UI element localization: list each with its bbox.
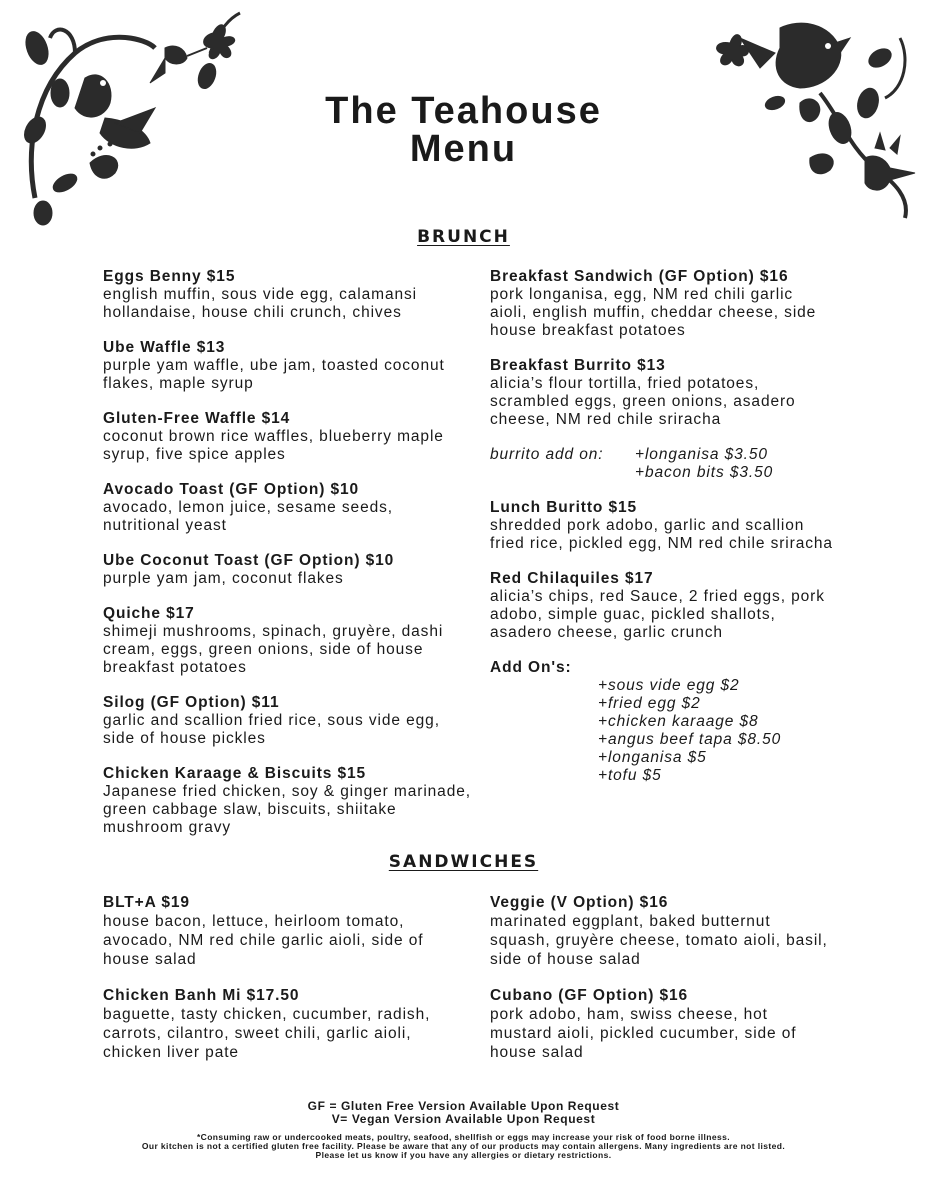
item-description: house bacon, lettuce, heirloom tomato, avocado, NM red chile garlic aioli, side of house salad [103, 913, 424, 968]
item-description: avocado, lemon juice, sesame seeds, nutritional yeast [103, 499, 393, 534]
disclaimer-line: *Consuming raw or undercooked meats, poultry, seafood, shellfish or eggs may increase your risk of food borne illness. [196, 1132, 731, 1142]
disclaimer-line: Our kitchen is not a certified gluten free facility. Please be aware that any of our products may contain allergens. Many ingredients are not listed. [141, 1141, 786, 1152]
title-line-1: The Teahouse [325, 90, 602, 132]
item-name: Chicken Banh Mi $17.50 [103, 987, 300, 1004]
item-name: Avocado Toast (GF Option) $10 [103, 481, 360, 498]
item-description: purple yam waffle, ube jam, toasted coconut flakes, maple syrup [103, 357, 445, 392]
item-name: Silog (GF Option) $11 [103, 694, 280, 711]
item-name: Gluten-Free Waffle $14 [103, 410, 291, 427]
item-description: alicia’s flour tortilla, fried potatoes, scrambled eggs, green onions, asadero cheese, NM red chile sriracha [490, 375, 796, 428]
item-name: Veggie (V Option) $16 [490, 894, 669, 911]
menu-item [103, 893, 473, 969]
item-name: Ube Coconut Toast (GF Option) $10 [103, 552, 395, 569]
addon-item: +bacon bits $3.50 [635, 464, 774, 481]
item-description: garlic and scallion fried rice, sous vide egg, side of house pickles [103, 712, 440, 747]
disclaimer-line: Please let us know if you have any allergies or dietary restrictions. [315, 1150, 612, 1161]
menu-item [103, 694, 473, 748]
menu-item [103, 339, 473, 393]
item-name: Cubano (GF Option) $16 [490, 987, 689, 1004]
section-heading-brunch: BRUNCH [417, 227, 510, 247]
menu-item [103, 268, 473, 322]
item-name: Red Chilaquiles $17 [490, 570, 654, 587]
menu-item [490, 357, 835, 429]
item-name: Quiche $17 [103, 605, 195, 622]
burrito-addon-label: burrito add on: [490, 446, 604, 463]
addon-item: +chicken karaage $8 [598, 713, 759, 730]
title-line-2: Menu [409, 128, 518, 170]
item-description: english muffin, sous vide egg, calamansi hollandaise, house chili crunch, chives [103, 286, 418, 321]
brunch-right-column [490, 268, 835, 802]
menu-item [490, 499, 835, 553]
item-name: Eggs Benny $15 [103, 268, 236, 285]
addons-block [490, 659, 835, 785]
burrito-addon-list [635, 446, 773, 482]
addons-list [490, 677, 835, 785]
addon-item: +longanisa $3.50 [635, 446, 768, 463]
option-legend [0, 1100, 927, 1125]
item-description: purple yam jam, coconut flakes [103, 570, 344, 587]
item-name: Chicken Karaage & Biscuits $15 [103, 765, 367, 782]
item-name: Breakfast Burrito $13 [490, 357, 666, 374]
allergy-disclaimer [0, 1133, 927, 1161]
addon-item: +longanisa $5 [598, 749, 707, 766]
menu-item [103, 986, 473, 1062]
menu-item [490, 986, 835, 1062]
addon-item: +sous vide egg $2 [598, 677, 740, 694]
item-description: coconut brown rice waffles, blueberry maple syrup, five spice apples [103, 428, 444, 463]
item-name: Lunch Buritto $15 [490, 499, 638, 516]
addon-item: +angus beef tapa $8.50 [598, 731, 782, 748]
sandwiches-right-column [490, 893, 835, 1079]
item-name: BLT+A $19 [103, 894, 190, 911]
item-name: Breakfast Sandwich (GF Option) $16 [490, 268, 789, 285]
menu-item [103, 410, 473, 464]
menu-item [490, 893, 835, 969]
section-heading-sandwiches: SANDWICHES [388, 852, 539, 872]
addon-item: +fried egg $2 [598, 695, 701, 712]
menu-item [103, 481, 473, 535]
menu-item [103, 765, 473, 837]
item-description: baguette, tasty chicken, cucumber, radish, carrots, cilantro, sweet chili, garlic aioli, chicken liver pate [103, 1006, 431, 1061]
addon-item: +tofu $5 [598, 767, 662, 784]
v-legend: V= Vegan Version Available Upon Request [331, 1111, 596, 1126]
item-description: pork longanisa, egg, NM red chili garlic aioli, english muffin, cheddar cheese, side house breakfast potatoes [490, 286, 817, 339]
sandwiches-left-column [103, 893, 473, 1079]
item-description: shimeji mushrooms, spinach, gruyère, dashi cream, eggs, green onions, side of house breakfast potatoes [103, 623, 444, 676]
item-description: Japanese fried chicken, soy & ginger marinade, green cabbage slaw, biscuits, shiitake mushroom gravy [103, 783, 471, 836]
page-title [0, 92, 927, 168]
item-description: marinated eggplant, baked butternut squash, gruyère cheese, tomato aioli, basil, side of house salad [490, 913, 828, 968]
item-name: Ube Waffle $13 [103, 339, 226, 356]
item-description: pork adobo, ham, swiss cheese, hot mustard aioli, pickled cucumber, side of house salad [490, 1006, 797, 1061]
menu-item [490, 268, 835, 340]
item-description: shredded pork adobo, garlic and scallion fried rice, pickled egg, NM red chile sriracha [490, 517, 833, 552]
burrito-addon-block [490, 446, 835, 482]
addons-label: Add On's: [490, 659, 572, 676]
item-description: alicia’s chips, red Sauce, 2 fried eggs, pork adobo, simple guac, pickled shallots, asadero cheese, garlic crunch [490, 588, 825, 641]
menu-item [103, 605, 473, 677]
menu-item [490, 570, 835, 642]
gf-legend: GF = Gluten Free Version Available Upon Request [307, 1099, 620, 1113]
menu-item [103, 552, 473, 588]
brunch-left-column [103, 268, 473, 854]
